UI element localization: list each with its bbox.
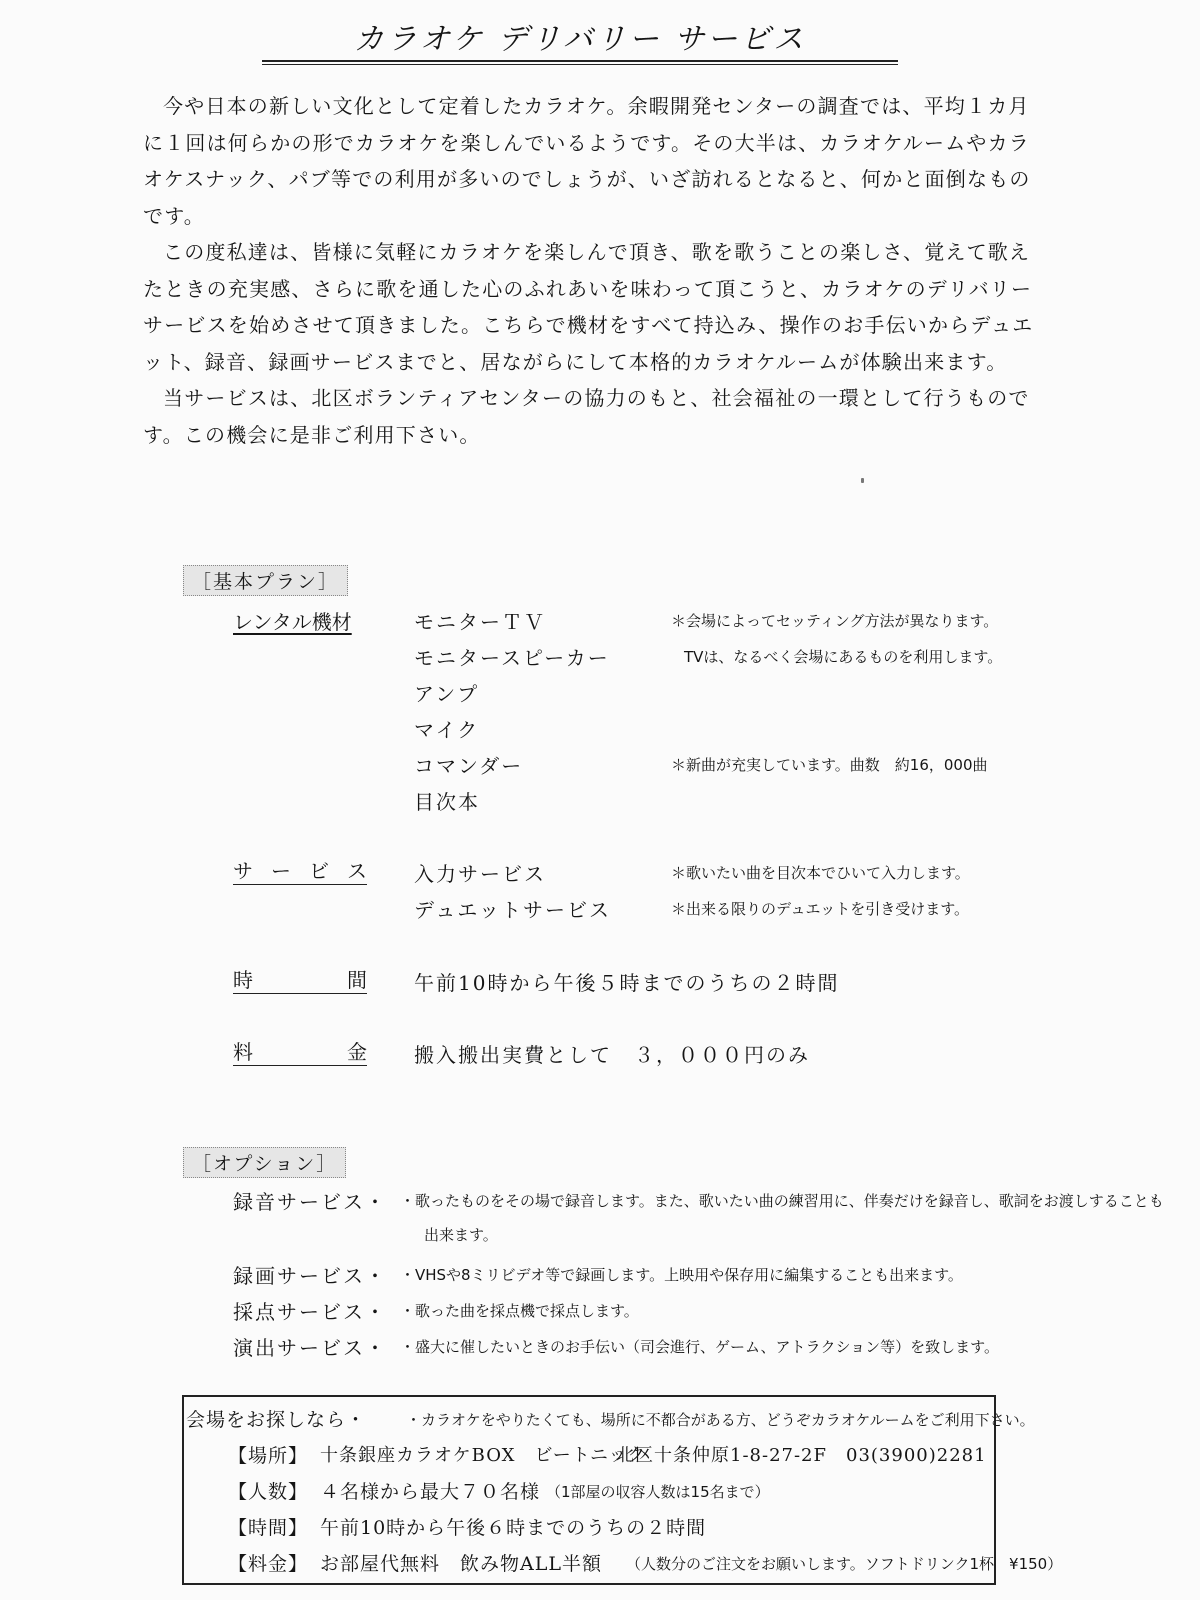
fee-value: 搬入搬出実費として ３，０００円のみ: [414, 1043, 810, 1067]
venue-box: [182, 1395, 1063, 1585]
venue-heading: 会場をお探しなら・: [186, 1409, 367, 1431]
people-label: 【人数】: [228, 1481, 309, 1503]
service-label-char: ス: [347, 859, 367, 883]
options-tag: ［オプション］: [183, 1147, 346, 1178]
venue-fee-value: お部屋代無料 飲み物ALL半額: [320, 1553, 602, 1575]
time-label-char: 時: [233, 968, 253, 992]
option-desc: ・VHSや8ミリビデオ等で録画します。上映用や保存用に編集することも出来ます。: [400, 1266, 963, 1284]
equipment-item: モニタースピーカー: [414, 646, 610, 670]
fee-label-char: 金: [347, 1040, 367, 1064]
option-name: 演出サービス・: [233, 1336, 387, 1360]
service-label-char: ー: [271, 859, 291, 883]
equipment-item: 目次本: [414, 790, 480, 814]
fee-label-char: 料: [233, 1040, 253, 1064]
service-note: ＊歌いたい曲を目次本でひいて入力します。: [671, 864, 970, 882]
venue-fee-label: 【料金】: [228, 1553, 309, 1575]
people-note: （1部屋の収容人数は15名まで）: [546, 1483, 770, 1501]
option-name: 採点サービス・: [233, 1300, 387, 1324]
option-desc: 出来ます。: [424, 1226, 498, 1244]
service-label-char: サ: [233, 859, 253, 883]
option-name: 録音サービス・: [233, 1190, 387, 1214]
place-address: 北区十条仲原1-8-27-2F 03(3900)2281: [616, 1445, 987, 1466]
equipment-note: ＊会場によってセッティング方法が異なります。: [671, 612, 999, 630]
place-name: 十条銀座カラオケBOX ビートニック: [320, 1445, 647, 1466]
option-name: 録画サービス・: [233, 1264, 387, 1288]
option-desc: ・歌った曲を採点機で採点します。: [400, 1302, 639, 1320]
service-label: [233, 858, 367, 885]
time-label: [233, 967, 367, 994]
place-label: 【場所】: [228, 1445, 309, 1467]
service-note: ＊出来る限りのデュエットを引き受けます。: [671, 900, 970, 918]
service-item: 入力サービス: [414, 862, 546, 886]
equipment-item: モニターＴＶ: [414, 610, 546, 634]
time-value: 午前10時から午後５時までのうちの２時間: [414, 971, 840, 995]
equipment-note: TVは、なるべく会場にあるものを利用します。: [684, 648, 1003, 666]
basic-plan-tag: ［基本プラン］: [183, 565, 348, 596]
equipment-item: マイク: [414, 718, 480, 742]
equipment-note: ＊新曲が充実しています。曲数 約16，000曲: [671, 756, 988, 774]
service-label-char: ビ: [309, 859, 329, 883]
service-item: デュエットサービス: [414, 898, 611, 922]
option-desc: ・歌ったものをその場で録音します。また、歌いたい曲の練習用に、伴奏だけを録音し、歌詞をお渡しすることも: [400, 1192, 1164, 1210]
equipment-item: アンプ: [414, 682, 480, 706]
option-desc: ・盛大に催したいときのお手伝い（司会進行、ゲーム、アトラクション等）を致します。: [400, 1338, 999, 1356]
people-value: ４名様から最大７０名様: [320, 1481, 541, 1503]
page-title: カラオケ デリバリー サービス: [262, 14, 898, 62]
equipment-item: コマンダー: [414, 754, 524, 778]
venue-fee-note: （人数分のご注文をお願いします。ソフトドリンク1杯 ¥150）: [626, 1555, 1063, 1573]
intro-text: [143, 88, 1043, 453]
scan-speck: [861, 478, 864, 483]
venue-time-value: 午前10時から午後６時までのうちの２時間: [320, 1517, 707, 1539]
venue-heading-desc: ・カラオケをやりたくても、場所に不都合がある方、どうぞカラオケルームをご利用下さい。: [406, 1411, 1035, 1429]
fee-label: [233, 1039, 367, 1066]
intro-paragraph-3: 当サービスは、北区ボランティアセンターの協力のもと、社会福祉の一環として行うものです。この機会に是非ご利用下さい。: [143, 386, 1030, 447]
time-label-char: 間: [347, 968, 367, 992]
venue-time-label: 【時間】: [228, 1517, 309, 1539]
intro-paragraph-1: 今や日本の新しい文化として定着したカラオケ。余暇開発センターの調査では、平均１カ月に１回は何らかの形でカラオケを楽しんでいるようです。その大半は、カラオケルームやカラオケスナック、パブ等での利用が多いのでしょうが、いざ訪れるとなると、何かと面倒なものです。: [143, 94, 1031, 228]
equipment-label: レンタル機材: [233, 610, 352, 634]
intro-paragraph-2: この度私達は、皆様に気軽にカラオケを楽しんで頂き、歌を歌うことの楽しさ、覚えて歌えたときの充実感、さらに歌を通した心のふれあいを味わって頂こうと、カラオケのデリバリーサービスを始めさせて頂きました。こちらで機材をすべて持込み、操作のお手伝いからデュエット、録音、録画サービスまでと、居ながらにして本格的カラオケルームが体験出来ます。: [143, 240, 1034, 374]
